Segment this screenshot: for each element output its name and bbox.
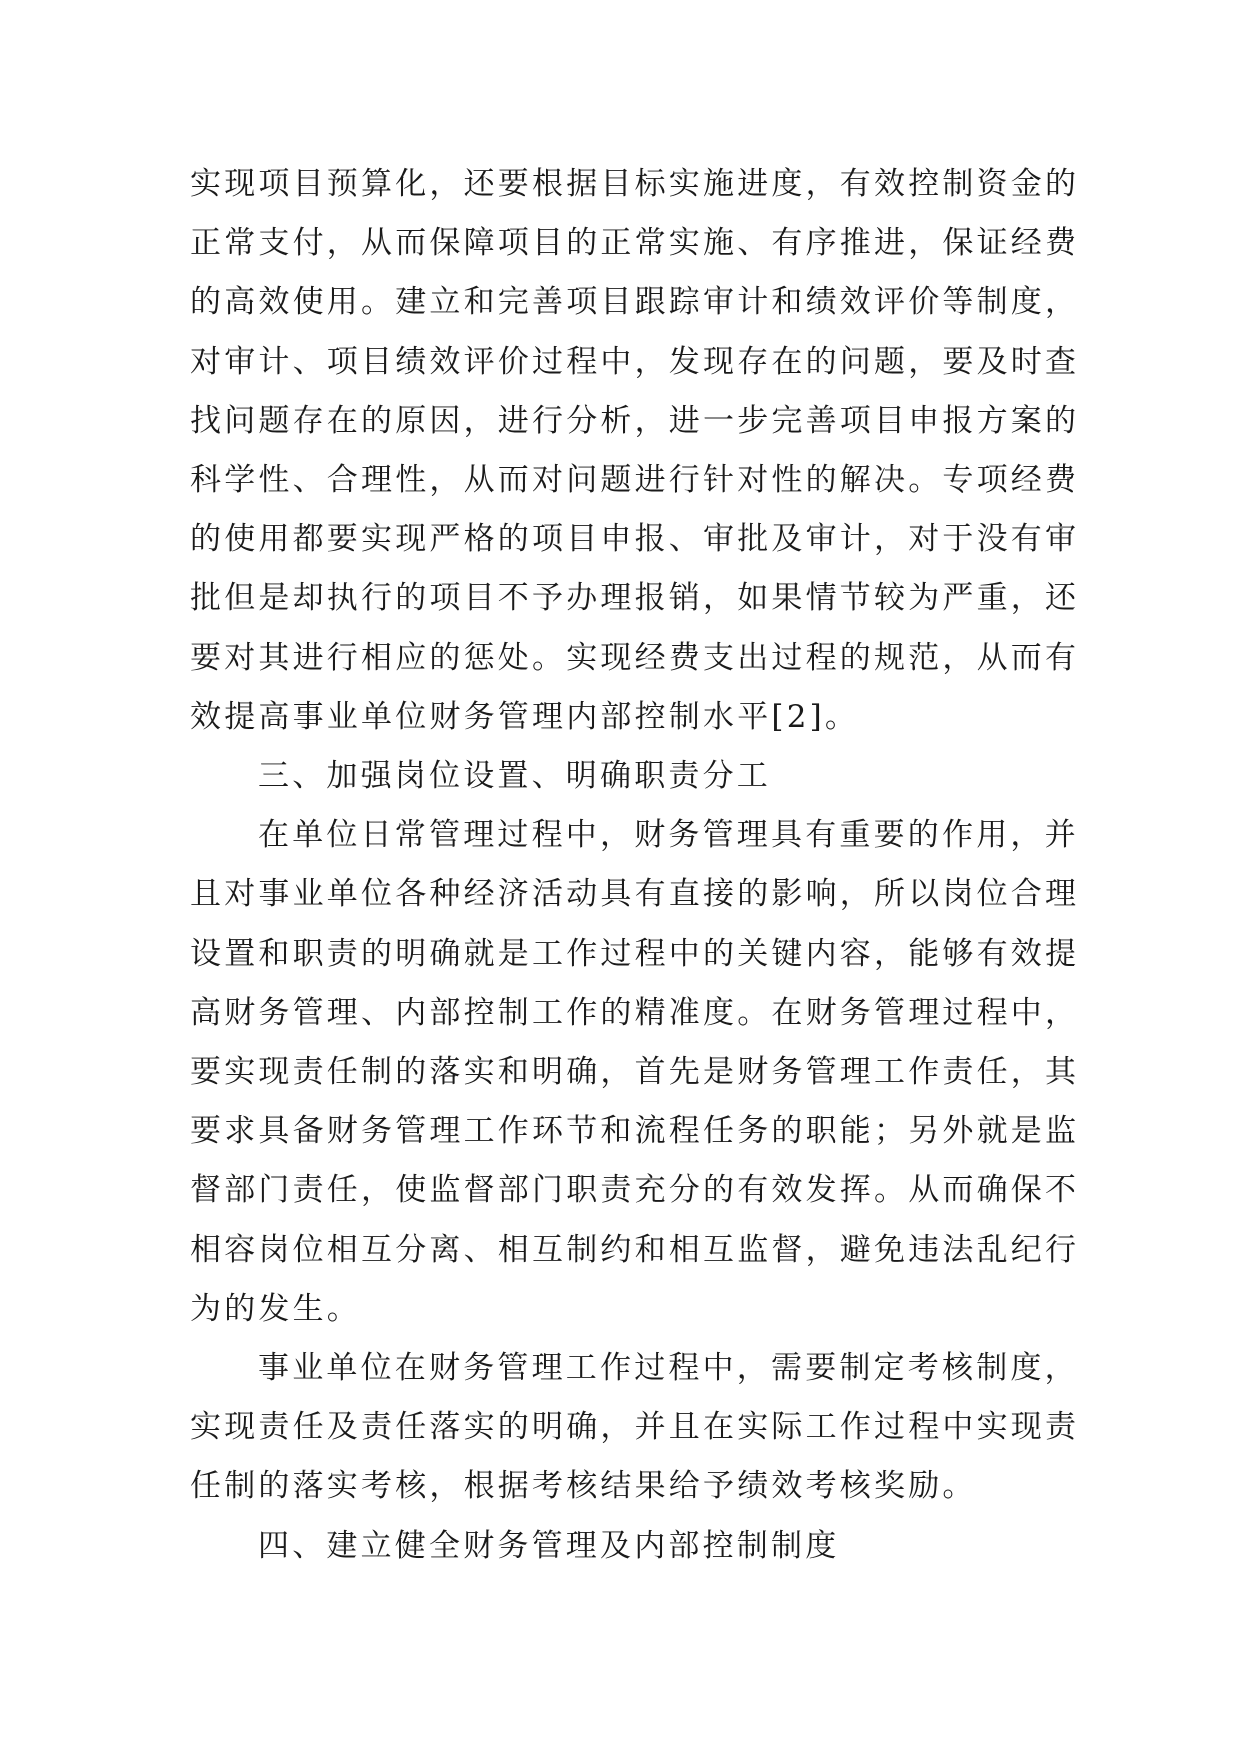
text-line: 事业单位在财务管理工作过程中，需要制定考核制度， <box>258 1350 1079 1387</box>
heading-text: 三、加强岗位设置、明确职责分工 <box>258 758 771 795</box>
text-line: 批但是却执行的项目不予办理报销，如果情节较为严重，还 <box>190 580 1080 617</box>
text-line: 实现项目预算化，还要根据目标实施进度，有效控制资金的 <box>190 166 1080 202</box>
text-line: 且对事业单位各种经济活动具有直接的影响，所以岗位合理 <box>190 876 1080 913</box>
text-line: 效提高事业单位财务管理内部控制水平[2]。 <box>190 698 860 735</box>
text-line: 设置和职责的明确就是工作过程中的关键内容，能够有效提 <box>190 935 1080 972</box>
text-line: 为的发生。 <box>190 1290 361 1327</box>
document-page <box>190 155 1080 1576</box>
text-line: 的高效使用。建立和完善项目跟踪审计和绩效评价等制度， <box>190 284 1080 321</box>
text-line: 正常支付，从而保障项目的正常实施、有序推进，保证经费 <box>190 225 1080 262</box>
text-line: 的使用都要实现严格的项目申报、审批及审计，对于没有审 <box>190 521 1080 558</box>
text-line: 要求具备财务管理工作环节和流程任务的职能；另外就是监 <box>190 1113 1080 1150</box>
heading-text: 四、建立健全财务管理及内部控制制度 <box>258 1527 840 1564</box>
text-line: 相容岗位相互分离、相互制约和相互监督，避免违法乱纪行 <box>190 1231 1080 1268</box>
text-line: 对审计、项目绩效评价过程中，发现存在的问题，要及时查 <box>190 343 1080 380</box>
text-line: 高财务管理、内部控制工作的精准度。在财务管理过程中， <box>190 994 1080 1031</box>
text-line: 要对其进行相应的惩处。实现经费支出过程的规范，从而有 <box>190 639 1080 676</box>
section-heading-4 <box>190 1517 1052 1576</box>
text-line: 任制的落实考核，根据考核结果给予绩效考核奖励。 <box>190 1468 977 1505</box>
text-line: 要实现责任制的落实和明确，首先是财务管理工作责任，其 <box>190 1054 1080 1091</box>
paragraph-post-setup <box>190 806 1080 1339</box>
text-line: 找问题存在的原因，进行分析，进一步完善项目申报方案的 <box>190 402 1080 439</box>
paragraph-budget-control <box>190 155 1080 747</box>
paragraph-assessment <box>190 1339 1080 1517</box>
text-line: 实现责任及责任落实的明确，并且在实际工作过程中实现责 <box>190 1409 1080 1446</box>
section-heading-3 <box>190 747 1052 806</box>
text-line: 在单位日常管理过程中，财务管理具有重要的作用，并 <box>258 817 1079 854</box>
text-line: 督部门责任，使监督部门职责充分的有效发挥。从而确保不 <box>190 1172 1080 1209</box>
text-line: 科学性、合理性，从而对问题进行针对性的解决。专项经费 <box>190 462 1080 499</box>
